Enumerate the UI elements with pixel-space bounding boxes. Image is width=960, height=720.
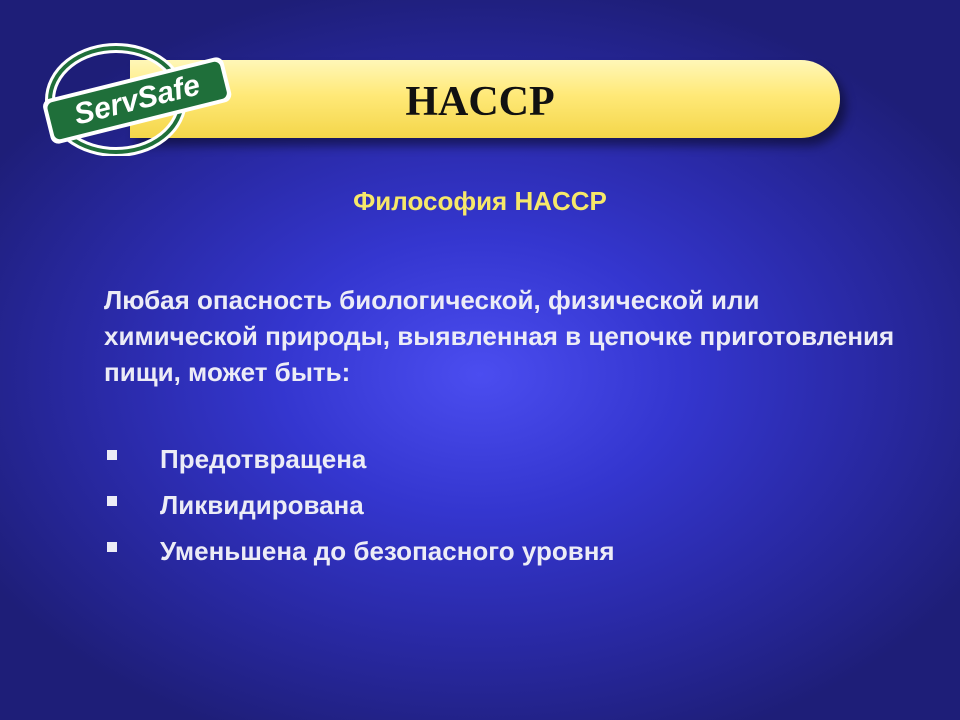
square-bullet-icon — [107, 542, 117, 552]
bullet-text: Ликвидирована — [160, 490, 364, 520]
square-bullet-icon — [107, 450, 117, 460]
bullet-list — [104, 436, 904, 574]
bullet-item — [104, 436, 904, 482]
servsafe-logo-icon — [30, 38, 240, 156]
bullet-text: Уменьшена до безопасного уровня — [160, 536, 615, 566]
slide-title: HACCP — [405, 79, 555, 125]
bullet-text: Предотвращена — [160, 444, 367, 474]
bullet-item — [104, 482, 904, 528]
square-bullet-icon — [107, 496, 117, 506]
section-subtitle: Философия HACCP — [353, 186, 607, 216]
logo-wordmark: ServSafe — [70, 68, 204, 132]
servsafe-logo — [30, 38, 240, 156]
bullet-item — [104, 528, 904, 574]
intro-paragraph: Любая опасность биологической, физической или химической природы, выявленная в цепочке приготовления пищи, может быть: — [104, 285, 895, 387]
